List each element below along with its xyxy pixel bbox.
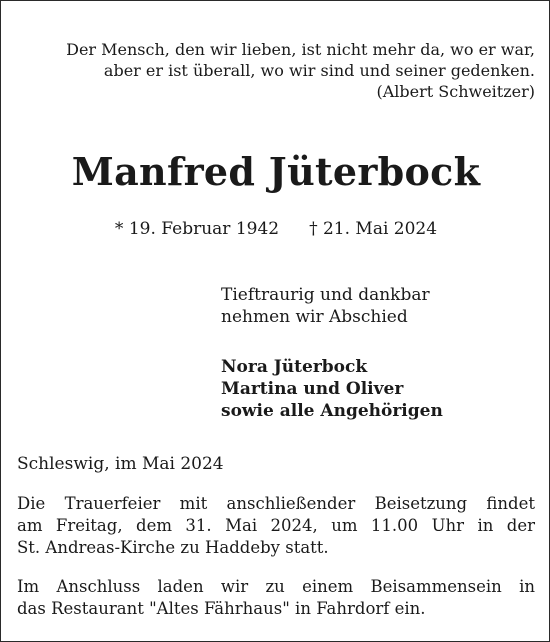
funeral-line: Die Trauerfeier mit anschließender Beisetzung findet	[17, 494, 535, 513]
quote-block	[25, 39, 535, 102]
funeral-info	[17, 493, 535, 559]
birth-date: * 19. Februar 1942	[114, 219, 280, 239]
quote-author: (Albert Schweitzer)	[376, 82, 535, 101]
funeral-line: St. Andreas-Kirche zu Haddeby statt.	[17, 538, 329, 557]
gathering-line: Im Anschluss laden wir zu einem Beisammensein in	[17, 577, 535, 596]
place-date: Schleswig, im Mai 2024	[17, 454, 224, 474]
death-date: † 21. Mai 2024	[309, 219, 438, 239]
family-line: Nora Jüterbock	[221, 357, 368, 377]
family-line: Martina und Oliver	[221, 379, 404, 399]
quote-line: Der Mensch, den wir lieben, ist nicht mehr da, wo er war,	[66, 40, 535, 59]
family-line: sowie alle Angehörigen	[221, 401, 443, 421]
funeral-line: am Freitag, dem 31. Mai 2024, um 11.00 Uhr in der	[17, 516, 535, 535]
quote-line: aber er ist überall, wo wir sind und seiner gedenken.	[103, 61, 535, 80]
mourning-line: nehmen wir Abschied	[221, 307, 408, 327]
family-names	[221, 356, 443, 422]
deceased-name: Manfred Jüterbock	[71, 149, 481, 194]
life-dates	[1, 219, 550, 239]
mourning-text	[221, 284, 430, 328]
mourning-line: Tieftraurig und dankbar	[221, 285, 430, 305]
gathering-info	[17, 576, 535, 620]
gathering-line: das Restaurant "Altes Fährhaus" in Fahrdorf ein.	[17, 599, 426, 618]
